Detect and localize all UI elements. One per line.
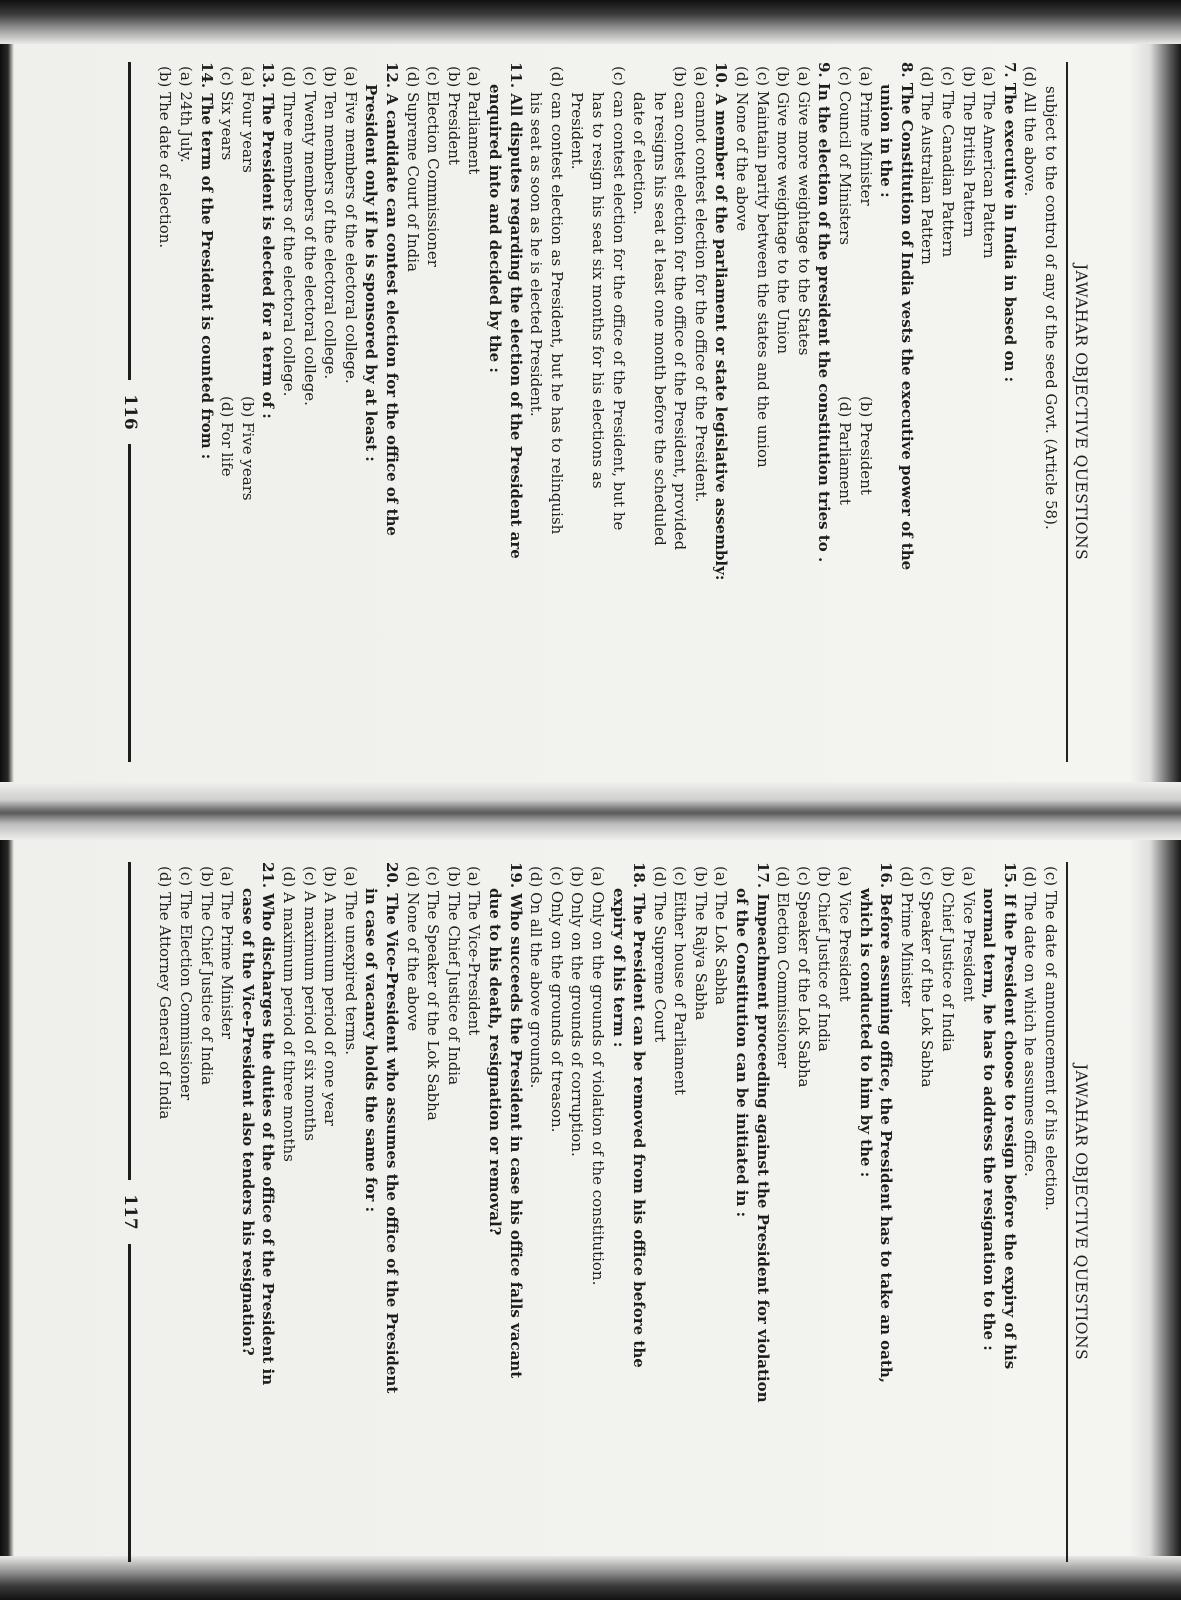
question-12: 12. A candidate can contest election for the office of the (383, 62, 401, 536)
page-edge-bottom (0, 1556, 1181, 1600)
option: (d) None of the above (733, 66, 752, 232)
option: (c) The Election Commissioner (177, 866, 196, 1101)
option-cont: his seat as soon as he is elected President. (527, 92, 546, 417)
option: (a) Five members of the electoral college. (341, 66, 360, 384)
option: (a) 24th July. (177, 66, 196, 163)
question-19: 19. Who succeeds the President in case his office falls vacant (506, 862, 525, 1379)
option: (d) None of the above (403, 866, 422, 1032)
question-15: 15. If the President choose to resign before the expiry of his (1000, 862, 1019, 1370)
option: (b) A maximum period of one year (321, 866, 340, 1126)
option: (c) A maximum period of six months (300, 866, 319, 1141)
question-21: 21. Who discharges the duties of the office of the President in (259, 862, 278, 1386)
option: (d) Supreme Court of India (403, 66, 422, 272)
question-17: 17. Impeachment proceeding against the President for violation (753, 862, 772, 1403)
option: (d) The Supreme Court (650, 866, 669, 1043)
option: (b) Ten members of the electoral college. (321, 66, 340, 380)
continuation-line: subject to the control of any of the seed Govt. (Article 58). (1042, 86, 1060, 530)
page-edge-top (0, 0, 1181, 44)
option: (c) Maintain parity between the states and the union (753, 66, 772, 468)
question-10: 10. A member of the parliament or state legislative assembly: (712, 62, 731, 581)
option: (a) Give more weightage to the States (794, 66, 813, 356)
option: (b) Only on the grounds of corruption. (568, 866, 587, 1157)
option: (a) Four years (238, 66, 257, 173)
option-cont: has to resign his seat six months for his elections as (588, 92, 607, 489)
question-14: 14. The term of the President is counted from : (197, 62, 216, 460)
option: (b) Give more weightage to the Union (774, 66, 793, 354)
option: (d) can contest election as President, but he has to relinquish (547, 66, 566, 535)
option: (b) President (444, 66, 463, 165)
option: (d) On all the above grounds. (527, 866, 546, 1089)
option: (d) Prime Minister (897, 866, 916, 1007)
option-row (237, 62, 258, 762)
option: (c) The Speaker of the Lok Sabha (424, 866, 443, 1121)
page-116 (110, 62, 1090, 762)
question-15-cont: normal term, he has to address the resignation to the : (980, 888, 999, 1351)
option: (a) Vice President (959, 866, 978, 1002)
option-row (217, 62, 238, 762)
question-9: 9. In the election of the president the constitution tries to . (815, 62, 834, 563)
option: (b) Chief Justice of India (815, 866, 834, 1052)
footer-rule (129, 862, 132, 1180)
option-row (855, 62, 876, 762)
page-footer (120, 862, 140, 1562)
option: (c) Either house of Parliament (671, 866, 690, 1096)
option: (b) The date of election. (156, 66, 175, 249)
book-gutter (0, 782, 1181, 840)
option: (b) The Rajya Sabha (691, 866, 710, 1021)
option-row (834, 62, 855, 762)
question-20: 20. The Vice-President who assumes the office of the President (383, 862, 401, 1394)
option: (a) The American Pattern (980, 66, 999, 259)
question-17-cont: of the Constitution can be initiated in : (733, 888, 752, 1218)
question-8-cont: union in the : (877, 84, 896, 198)
question-18-cont: expiry of his term : (609, 888, 628, 1048)
option: (d) Election Commissioner (774, 866, 793, 1069)
page-number: 117 (120, 1194, 140, 1230)
option: (b) The Chief Justice of India (444, 866, 463, 1086)
running-header: JAWAHAR OBJECTIVE QUESTIONS (1066, 62, 1090, 762)
option: (d) A maximum period of three months (280, 866, 299, 1162)
option: (d) For life (218, 396, 237, 477)
option: (d) The Attorney General of India (156, 866, 175, 1120)
option: (b) The Chief Justice of India (197, 866, 216, 1086)
option: (c) Speaker of the Lok Sabha (918, 866, 937, 1088)
option: (a) Vice President (836, 866, 855, 1002)
footer-rule (129, 62, 132, 380)
page-117 (110, 862, 1090, 1562)
question-11-cont: enquired into and decided by the : (485, 84, 504, 373)
option: (c) The Canadian Pattern (939, 66, 958, 258)
footer-rule (129, 1244, 132, 1562)
option: (a) The Lok Sabha (712, 866, 731, 1005)
option: (c) Council of Ministers (836, 66, 855, 245)
option: (a) The Prime Minister (218, 866, 237, 1040)
option: (b) can contest election for the office of the President, provided (671, 66, 690, 551)
question-12-cont: President only if he is sponsored by at least : (362, 84, 381, 462)
option: (b) Chief Justice of India (939, 866, 958, 1052)
option: (c) Only on the grounds of treason. (547, 866, 566, 1133)
option: (d) Three members of the electoral college. (280, 66, 299, 397)
question-16-cont: which is conducted to him by the : (856, 888, 875, 1178)
question-7: 7. The executive in India in based on : (1000, 62, 1019, 383)
question-19-cont: due to his death, resignation or removal? (485, 888, 504, 1236)
question-11: 11. All disputes regarding the election of the President are (506, 62, 525, 559)
running-header: JAWAHAR OBJECTIVE QUESTIONS (1066, 862, 1090, 1562)
option: (a) Prime Minister (856, 66, 875, 206)
option: (d) The date on which he assumes office. (1021, 866, 1040, 1177)
option: (a) cannot contest election for the office of the President. (691, 66, 710, 503)
option: (d) The Australian Pattern (918, 66, 937, 265)
option: (c) Election Commissioner (424, 66, 443, 267)
question-16: 16. Before assuming office, the President has to take an oath, (877, 862, 896, 1383)
option: (a) The Vice-President (465, 866, 484, 1036)
option: (b) The British Pattern (959, 66, 978, 238)
option: (d) Parliament (836, 396, 855, 505)
option: (c) The date of announcement of his election. (1042, 866, 1060, 1211)
question-20-cont: in case of vacancy holds the same for : (362, 888, 381, 1213)
page-footer (120, 62, 140, 762)
option: (a) Only on the grounds of violation of the constitution. (588, 866, 607, 1286)
option-cont: date of election. (630, 92, 649, 215)
option: (c) Six years (218, 66, 237, 161)
option: (c) Speaker of the Lok Sabha (794, 866, 813, 1088)
option: (b) President (856, 396, 875, 495)
option: (b) Five years (238, 396, 257, 501)
question-21-cont: case of the Vice-President also tenders his resignation? (238, 888, 257, 1356)
question-18: 18. The President can be removed from his office before the (630, 862, 649, 1368)
option-cont: President. (568, 92, 587, 170)
option: (c) can contest election for the office of the President, but he (609, 66, 628, 531)
footer-rule (129, 444, 132, 762)
question-13: 13. The President is elected for a term of : (259, 62, 278, 419)
option: (a) The unexpired terms. (341, 866, 360, 1055)
option-cont: he resigns his seat at least one month before the scheduled (650, 92, 669, 546)
option: (a) Parliament (465, 66, 484, 175)
option: (d) All the above. (1021, 66, 1040, 197)
page-number: 116 (120, 394, 140, 430)
question-8: 8. The Constitution of India vests the executive power of the (897, 62, 916, 571)
option: (c) Twenty members of the electoral college. (300, 66, 319, 406)
